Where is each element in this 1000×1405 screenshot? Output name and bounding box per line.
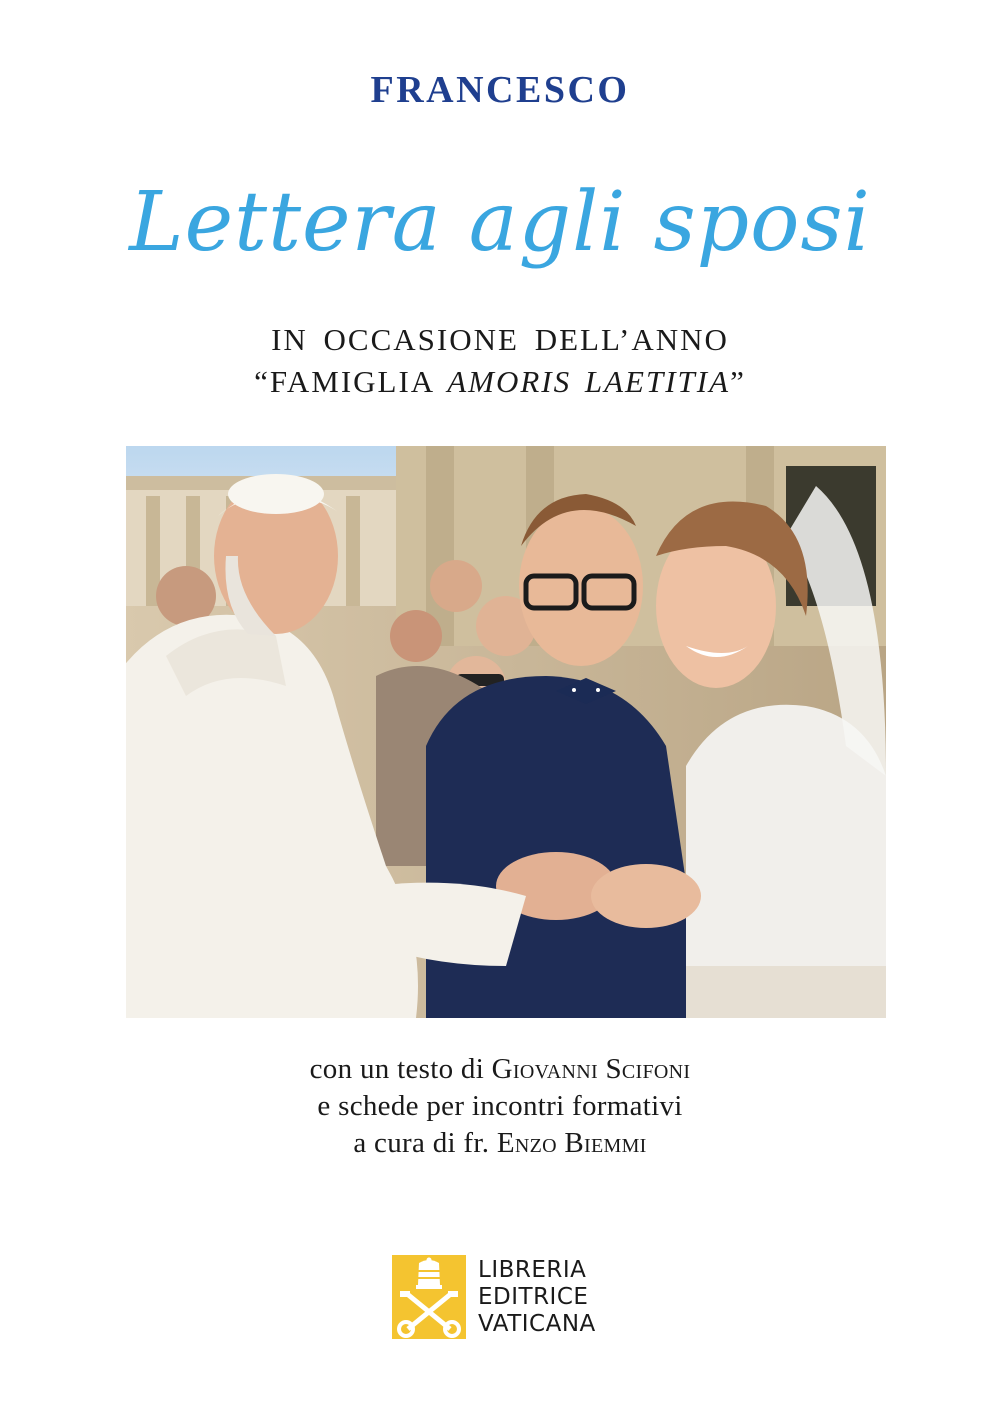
subtitle-close: ” [730,364,746,399]
publisher-name [478,1257,596,1338]
credits-line-1 [0,1053,1000,1086]
photo-pope-greeting-newlyweds-icon [126,446,886,1018]
author-name: FRANCESCO [370,69,630,111]
book-title: Lettera agli sposi [129,175,871,270]
cover-photo [126,446,886,1018]
publisher-line-1: LIBRERIA [478,1256,587,1283]
credits-prefix-1: con un testo di [309,1053,492,1085]
credits-line-2: e schede per incontri formativi [317,1090,683,1122]
subtitle-italic: AMORIS LAETITIA [447,364,731,399]
vatican-keys-tiara-icon [392,1255,466,1339]
publisher-logo [392,1255,596,1339]
credits-prefix-3: a cura di fr. [353,1127,497,1159]
publisher-line-2: EDITRICE [478,1283,589,1310]
credits-name-scifoni: Giovanni Scifoni [491,1053,691,1085]
publisher-line-3: VATICANA [478,1310,596,1337]
credits-line-3 [0,1127,1000,1160]
subtitle-line-2 [0,364,1000,400]
subtitle-line-1: IN OCCASIONE DELL’ANNO [271,322,729,357]
subtitle-open: “FAMIGLIA [254,364,448,399]
credits-name-biemmi: Enzo Biemmi [496,1127,647,1159]
